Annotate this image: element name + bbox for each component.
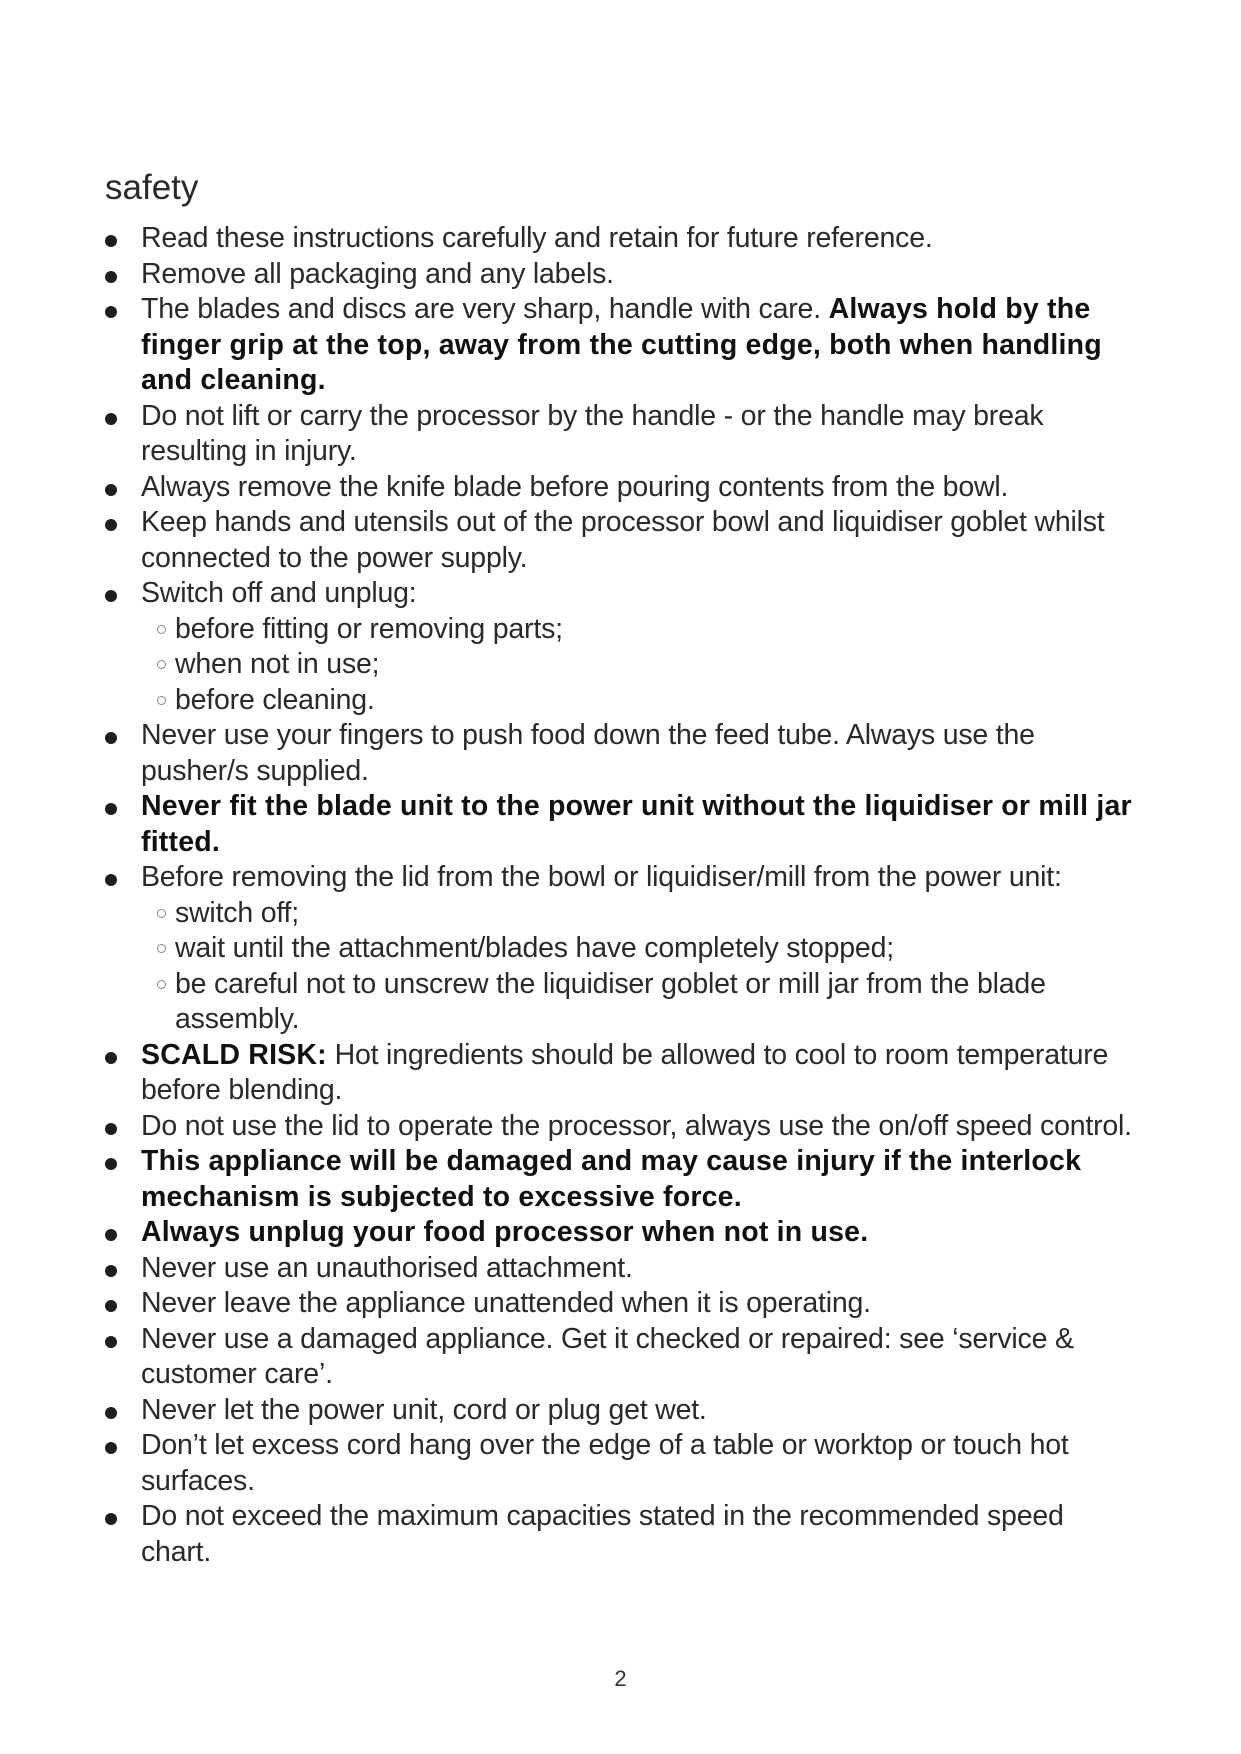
- item-lead-bold: SCALD RISK:: [141, 1038, 327, 1071]
- circle-bullet-icon: [157, 660, 166, 669]
- bullet-icon: [105, 732, 117, 744]
- circle-bullet-icon: [157, 909, 166, 918]
- list-item: [105, 1499, 1135, 1570]
- sub-item-text: be careful not to unscrew the liquidiser goblet or mill jar from the blade assembly.: [175, 967, 1046, 1035]
- bullet-icon: [105, 235, 117, 247]
- list-item: [105, 1428, 1135, 1499]
- list-item: [105, 1393, 1135, 1429]
- list-item: [105, 1322, 1135, 1393]
- sub-item-text: when not in use;: [175, 648, 380, 680]
- item-text: Before removing the lid from the bowl or liquidiser/mill from the power unit:: [141, 861, 1062, 893]
- sub-item: [141, 612, 1135, 648]
- item-text: Remove all packaging and any labels.: [141, 257, 614, 290]
- list-item: [105, 1144, 1135, 1215]
- sub-item: [141, 967, 1135, 1038]
- item-bold-text: Always unplug your food processor when not in use.: [141, 1216, 869, 1248]
- page-number: 2: [614, 1666, 627, 1691]
- bullet-icon: [105, 1300, 117, 1312]
- sub-item-text: switch off;: [175, 896, 299, 929]
- item-bold-text: Never fit the blade unit to the power unit without the liquidiser or mill jar fitted.: [141, 790, 1132, 858]
- bullet-icon: [105, 803, 117, 815]
- sub-item: [141, 647, 1135, 683]
- circle-bullet-icon: [157, 980, 166, 989]
- item-text: Always remove the knife blade before pouring contents from the bowl.: [141, 470, 1009, 503]
- bullet-icon: [105, 1123, 117, 1135]
- list-item: [105, 470, 1135, 506]
- item-text: Never leave the appliance unattended when it is operating.: [141, 1287, 871, 1319]
- item-text: Switch off and unplug:: [141, 577, 417, 609]
- circle-bullet-icon: [157, 944, 166, 953]
- bullet-icon: [105, 1336, 117, 1348]
- list-item: [105, 789, 1135, 860]
- circle-bullet-icon: [157, 625, 166, 634]
- item-text: Do not exceed the maximum capacities stated in the recommended speed chart.: [141, 1500, 1064, 1568]
- item-text: Don’t let excess cord hang over the edge of a table or worktop or touch hot surfaces.: [141, 1429, 1069, 1497]
- item-text: Read these instructions carefully and retain for future reference.: [141, 222, 933, 254]
- list-item: [105, 1215, 1135, 1251]
- bullet-icon: [105, 306, 117, 318]
- item-text: Do not use the lid to operate the processor, always use the on/off speed control.: [141, 1109, 1132, 1142]
- item-text: Never use your fingers to push food down the feed tube. Always use the pusher/s supplied.: [141, 719, 1035, 787]
- sub-item-text: wait until the attachment/blades have completely stopped;: [175, 932, 894, 964]
- item-text: Keep hands and utensils out of the processor bowl and liquidiser goblet whilst connected to the power supply.: [141, 506, 1105, 574]
- bullet-icon: [105, 1229, 117, 1241]
- bullet-icon: [105, 874, 117, 886]
- bullet-icon: [105, 271, 117, 283]
- sub-item-text: before fitting or removing parts;: [175, 612, 563, 645]
- section-title: safety: [105, 168, 199, 207]
- bullet-icon: [105, 1513, 117, 1525]
- sub-item: [141, 683, 1135, 719]
- bullet-icon: [105, 1052, 117, 1064]
- list-item: [105, 257, 1135, 293]
- list-item: [105, 1109, 1135, 1145]
- list-item: [105, 1038, 1135, 1109]
- list-item: [105, 576, 1135, 718]
- item-text: The blades and discs are very sharp, handle with care.: [141, 293, 829, 325]
- list-item: [105, 505, 1135, 576]
- circle-bullet-icon: [157, 696, 166, 705]
- item-text: Hot ingredients should be allowed to cool to room temperature before blending.: [141, 1038, 1109, 1106]
- item-text: Do not lift or carry the processor by the handle - or the handle may break resulting in injury.: [141, 399, 1044, 467]
- bullet-icon: [105, 1407, 117, 1419]
- list-item: [105, 1286, 1135, 1322]
- bullet-icon: [105, 1442, 117, 1454]
- bullet-icon: [105, 1158, 117, 1170]
- bullet-icon: [105, 484, 117, 496]
- item-text: Never use a damaged appliance. Get it checked or repaired: see ‘service & customer care’.: [141, 1322, 1074, 1390]
- bullet-icon: [105, 1265, 117, 1277]
- item-text: Never let the power unit, cord or plug get wet.: [141, 1393, 707, 1426]
- list-item: [105, 399, 1135, 470]
- safety-list: [105, 221, 1135, 1570]
- bullet-icon: [105, 519, 117, 531]
- list-item: [105, 860, 1135, 1038]
- sub-item: [141, 931, 1135, 967]
- list-item: [105, 221, 1135, 257]
- list-item: [105, 1251, 1135, 1287]
- list-item: [105, 292, 1135, 399]
- bullet-icon: [105, 413, 117, 425]
- item-bold-text: Always hold by the finger grip at the top, away from the cutting edge, both when handling and cleaning.: [141, 293, 1102, 396]
- bullet-icon: [105, 590, 117, 602]
- item-bold-text: This appliance will be damaged and may cause injury if the interlock mechanism is subjected to excessive force.: [141, 1145, 1082, 1213]
- item-text: Never use an unauthorised attachment.: [141, 1251, 633, 1284]
- list-item: [105, 718, 1135, 789]
- sub-item: [141, 896, 1135, 932]
- sub-item-text: before cleaning.: [175, 683, 375, 716]
